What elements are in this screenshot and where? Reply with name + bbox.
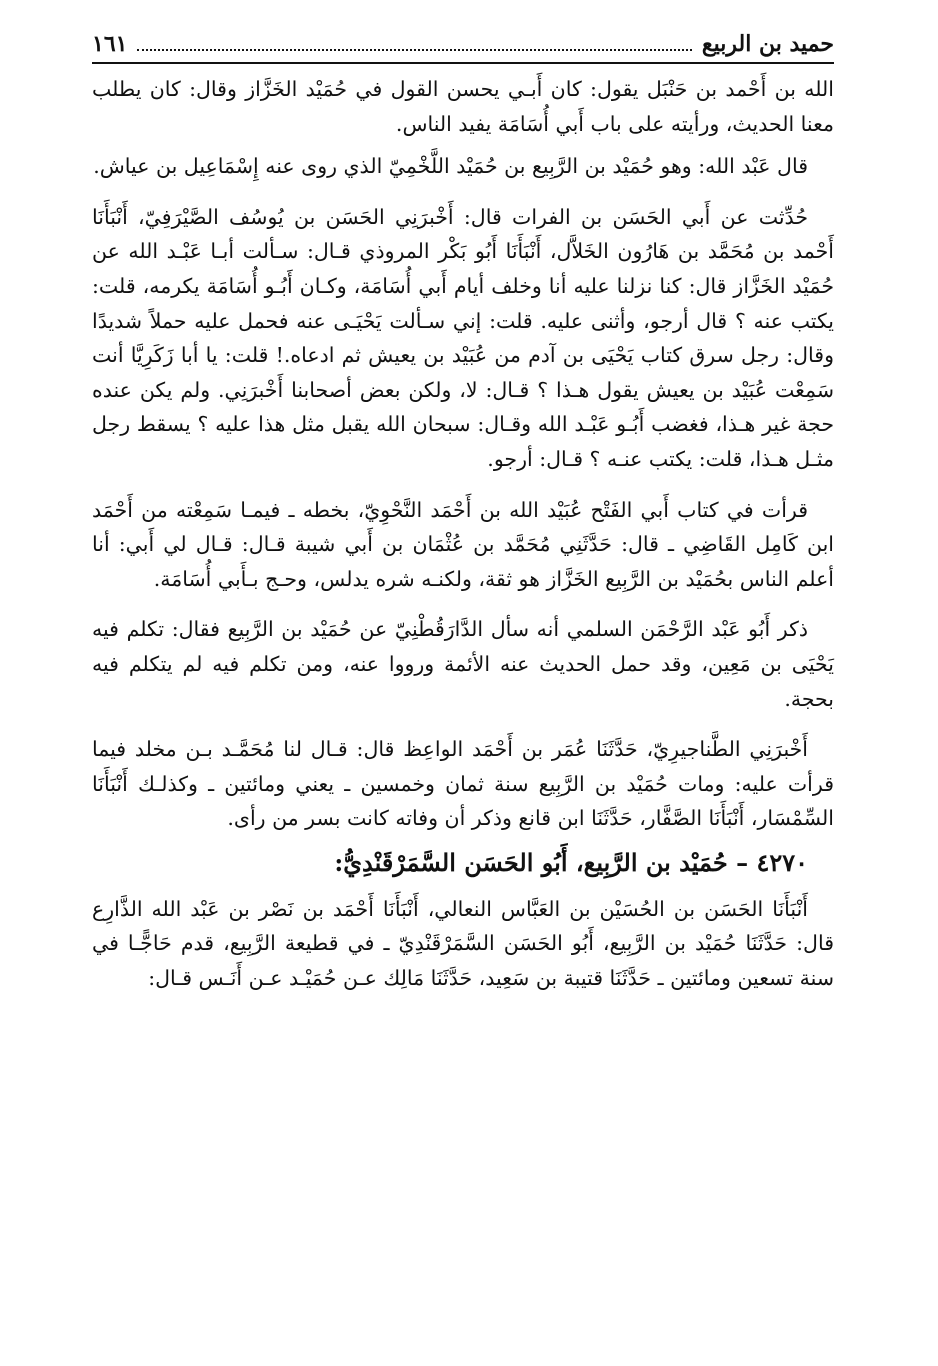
- entry-separator: –: [736, 847, 749, 877]
- entry-title: حُمَيْد بن الرَّبِيع، أَبُو الحَسَن السَّمَرْقَنْدِيُّ:: [334, 847, 728, 877]
- running-header: [92, 26, 834, 64]
- paragraph-continuation: الله بن أَحْمد بن حَنْبَل يقول: كان أَبـي يحسن القول في حُمَيْد الخَزَّاز وقال: كان يطلب معنا الحديث، ورأيته على باب أَبي أُسَامَة يفيد الناس.: [92, 77, 834, 136]
- entry-number: ٤٢٧٠: [756, 847, 808, 877]
- paragraph: أَخْبرَنِي الطَّناجيرِيّ، حَدَّثَنَا عُمَر بن أَحْمَد الواعِظ قال: قـال لنا مُحَمَّـد بـن مخلد فيما قرأت عليه: ومات حُمَيْد بن الرَّبِيع سنة ثمان وخمسين ـ يعني ومائتين ـ وكذلـك أَنْبَأَنَا السِّمْسَار، أَنْبَأَنَا الصَّفَّار، حَدَّثَنَا ابن قانع وذكر أن وفاته كانت بسر من رأى.: [92, 737, 834, 831]
- paragraph: قرأت في كتاب أَبي الفَتْح عُبَيْد الله بن أَحْمَد النَّحْوِيّ، بخطه ـ فيمـا سَمِعْته من أَحْمَد ابن كَامِل القَاضِي ـ قال: حَدَّثَنِي مُحَمَّد بن عُثْمَان بن أَبي شيبة قـال: قـال لي أَبي: أنا أعلم الناس بحُمَيْد بن الرَّبِيع الخَزَّاز هو ثقة، ولكنـه شره يدلس، وحـج بـأَبي أُسَامَة.: [92, 497, 834, 591]
- book-page: [92, 26, 834, 1346]
- running-header-title: حميد بن الربيع: [701, 31, 834, 57]
- paragraph: ذكر أَبُو عَبْد الرَّحْمَن السلمي أنه سأل الدَّارَقُطْنِيّ عن حُمَيْد بن الرَّبِيع فقال: تكلم فيه يَحْيَى بن مَعِين، وقد حمل الحديث عنه الأئمة ورووا عنه، ومن تكلم فيه لم يتكلم فيه بحجة.: [92, 617, 834, 711]
- page-number: ١٦١: [92, 31, 128, 57]
- entry-heading: [92, 844, 834, 882]
- header-dotted-leader: [137, 49, 691, 51]
- paragraph: قال عَبْد الله: وهو حُمَيْد بن الرَّبِيع بن حُمَيْد اللَّخْمِيّ الذي روى عنه إِسْمَاعِيل بن عياش.: [93, 154, 808, 179]
- paragraph: حُدِّثت عن أَبي الحَسَن بن الفرات قال: أَخْبرَنِي الحَسَن بن يُوسُف الصَّيْرَفِيّ، أَنْبَأَنَا أَحْمد بن مُحَمَّد بن هَارُون الخَلاَّل، أَنْبَأَنَا أَبُو بَكْر المروذي قـال: سـألت أبـا عَبْـد الله عن حُمَيْد الخَزَّاز قال: كنا نزلنا عليه أنا وخلف أيام أَبي أُسَامَة، وكـان أَبُـو أُسَامَة يكرمه، قلت: يكتب عنه ؟ قال أرجو، وأثنى عليه. قلت: إني سـألت يَحْيَـى عنه فحمل عليه حملاً شديدًا وقال: رجل سرق كتاب يَحْيَى بن آدم من عُبَيْد بن يعيش ثم ادعاه.! قلت: يا أبا زَكَرِيَّا أنت سَمِعْت عُبَيْد بن يعيش يقول هـذا ؟ قـال: لا، ولكن بعض أصحابنا أَخْبرَنِي. ولم يكن عنده حجة غير هـذا، فغضب أَبُـو عَبْـد الله وقـال: سبحان الله يقبل مثل هذا عليه ؟ يسقط رجل مثـل هـذا، قلت: يكتب عنـه ؟ قـال: أرجو.: [92, 204, 834, 471]
- paragraph-final: أَنْبَأَنَا الحَسَن بن الحُسَيْن بن العَبَّاس النعالي، أَنْبَأَنَا أَحْمَد بن نَصْر بن عَبْد الله الذَّارِع قال: حَدَّثَنَا حُمَيْد بن الرَّبِيع، أَبُو الحَسَن السَّمَرْقَنْدِيّ ـ في قطيعة الرَّبِيع، قدم حَاجًّـا في سنة تسعين ومائتين ـ حَدَّثَنَا قتيبة بن سَعِيد، حَدَّثَنَا مَالِك عـن حُمَيْـد عـن أَنَـس قـال:: [92, 896, 834, 991]
